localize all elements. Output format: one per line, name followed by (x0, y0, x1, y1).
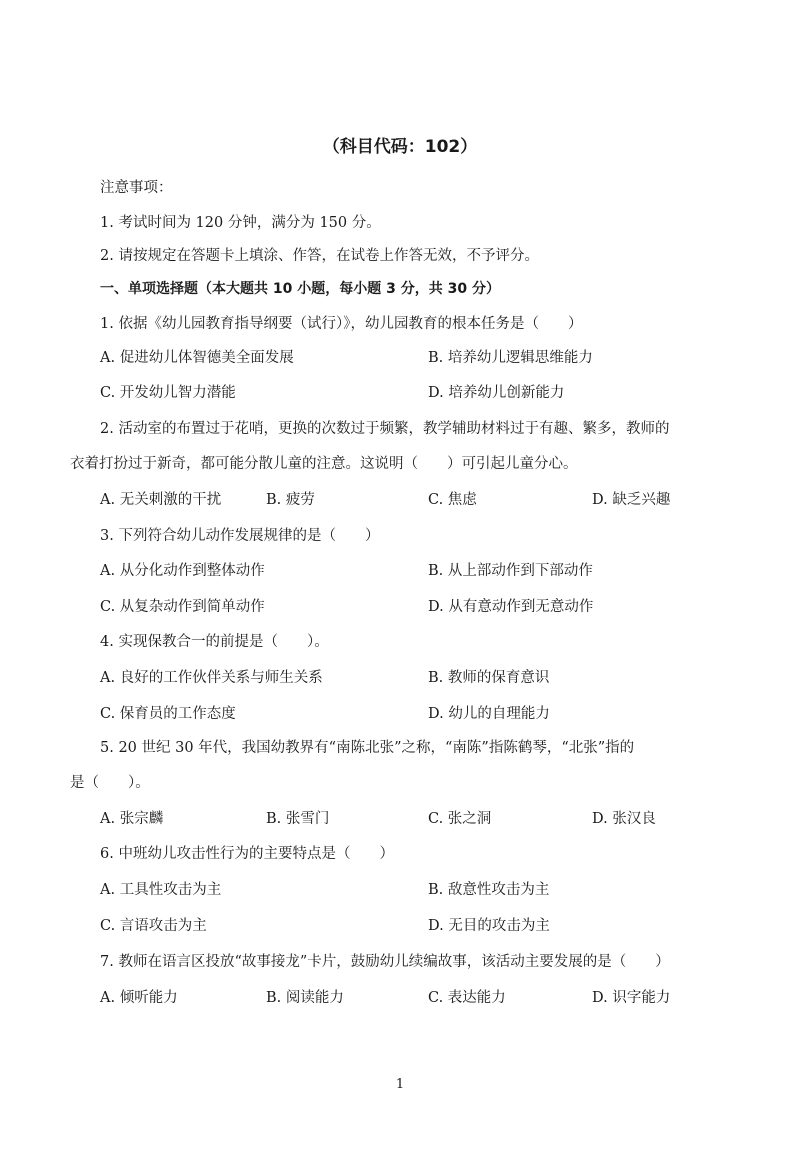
option-a: A. 倾听能力 (100, 990, 178, 1006)
option-b: B. 敌意性攻击为主 (428, 882, 550, 898)
option-d: D. 识字能力 (592, 990, 671, 1006)
option-b: B. 培养幼儿逻辑思维能力 (428, 350, 593, 366)
option-b: B. 疲劳 (266, 492, 315, 508)
option-d: D. 无目的攻击为主 (428, 918, 550, 934)
option-a: A. 张宗麟 (100, 811, 164, 827)
option-a: A. 从分化动作到整体动作 (100, 563, 265, 579)
option-c: C. 言语攻击为主 (100, 918, 207, 934)
question-stem: 1. 依据《幼儿园教育指导纲要（试行）》，幼儿园教育的根本任务是（ ） (100, 316, 583, 332)
option-a: A. 促进幼儿体智德美全面发展 (100, 350, 294, 366)
notice-heading: 注意事项： (100, 180, 173, 196)
option-a: A. 无关刺激的干扰 (100, 492, 222, 508)
option-b: B. 教师的保育意识 (428, 670, 550, 686)
question-stem: 6. 中班幼儿攻击性行为的主要特点是（ ） (100, 846, 394, 862)
option-c: C. 保育员的工作态度 (100, 706, 236, 722)
question-stem: 3. 下列符合幼儿动作发展规律的是（ ） (100, 528, 380, 544)
option-c: C. 表达能力 (428, 990, 506, 1006)
question-stem: 2. 活动室的布置过于花哨，更换的次数过于频繁，教学辅助材料过于有趣、繁多，教师的 (100, 421, 670, 437)
question-stem: 4. 实现保教合一的前提是（ ）。 (100, 634, 329, 650)
option-d: D. 幼儿的自理能力 (428, 706, 550, 722)
question-stem: 7. 教师在语言区投放“故事接龙”卡片，鼓励幼儿续编故事，该活动主要发展的是（ ） (100, 954, 670, 970)
notice-item: 2. 请按规定在答题卡上填涂、作答，在试卷上作答无效，不予评分。 (100, 248, 539, 264)
question-stem-continued: 是（ ）。 (70, 775, 150, 791)
option-c: C. 开发幼儿智力潜能 (100, 385, 236, 401)
page-number: 1 (395, 1077, 405, 1092)
page-title: （科目代码：102） (322, 137, 478, 157)
option-a: A. 良好的工作伙伴关系与师生关系 (100, 670, 323, 686)
question-stem: 5. 20 世纪 30 年代，我国幼教界有“南陈北张”之称，“南陈”指陈鹤琴，“北张”指的 (100, 740, 635, 756)
option-d: D. 培养幼儿创新能力 (428, 385, 565, 401)
option-b: B. 张雪门 (266, 811, 330, 827)
option-c: C. 焦虑 (428, 492, 477, 508)
section-title: 一、单项选择题（本大题共 10 小题，每小题 3 分，共 30 分） (100, 281, 500, 297)
option-d: D. 从有意动作到无意动作 (428, 599, 594, 615)
option-b: B. 从上部动作到下部动作 (428, 563, 593, 579)
notice-item: 1. 考试时间为 120 分钟，满分为 150 分。 (100, 215, 381, 231)
option-d: D. 张汉良 (592, 811, 656, 827)
option-c: C. 从复杂动作到简单动作 (100, 599, 265, 615)
option-c: C. 张之洞 (428, 811, 492, 827)
option-d: D. 缺乏兴趣 (592, 492, 671, 508)
option-a: A. 工具性攻击为主 (100, 882, 222, 898)
question-stem-continued: 衣着打扮过于新奇，都可能分散儿童的注意。这说明（ ）可引起儿童分心。 (70, 456, 578, 472)
option-b: B. 阅读能力 (266, 990, 344, 1006)
